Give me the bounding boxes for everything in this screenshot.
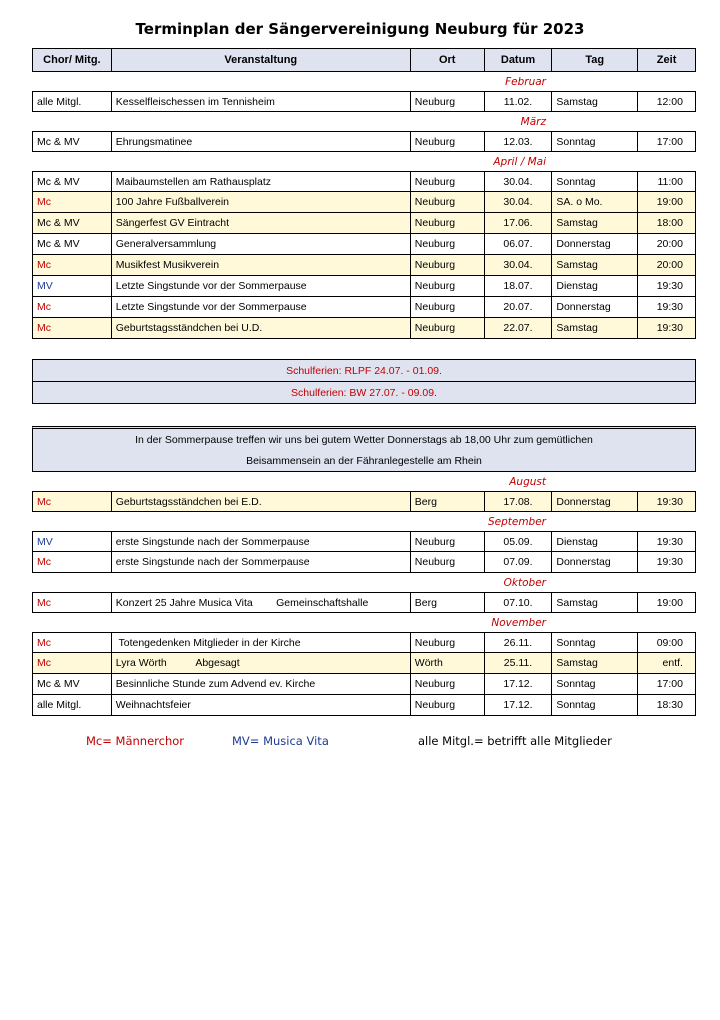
cell-tag: Sonntag — [551, 695, 637, 715]
cell-tag: Donnerstag — [551, 552, 637, 572]
cell-tag: Samstag — [551, 593, 637, 612]
cell-chor: Mc & MV — [37, 135, 80, 148]
cell-datum: 17.08. — [484, 492, 552, 511]
cell-veranstaltung: Ehrungsmatinee — [111, 132, 410, 151]
month-label: August — [509, 475, 546, 488]
cell-zeit: entf. — [637, 653, 695, 673]
cell-chor: Mc & MV — [37, 238, 80, 250]
cell-ort: Neuburg — [410, 234, 484, 254]
cell-veranstaltung: Letzte Singstunde vor der Sommerpause — [111, 297, 410, 317]
cell-datum: 20.07. — [484, 297, 552, 317]
table-row — [32, 213, 696, 234]
cell-datum: 26.11. — [484, 633, 552, 652]
cell-chor: Mc — [37, 196, 51, 208]
cell-tag: Samstag — [551, 318, 637, 338]
cell-datum: 17.06. — [484, 213, 552, 233]
cell-chor: Mc & MV — [37, 217, 80, 229]
cell-ort: Neuburg — [410, 674, 484, 694]
cell-veranstaltung: 100 Jahre Fußballverein — [111, 192, 410, 212]
cell-chor: Mc — [37, 596, 51, 609]
cell-veranstaltung: Lyra Wörth Abgesagt — [111, 653, 410, 673]
month-label: Oktober — [503, 576, 546, 589]
cell-veranstaltung: Weihnachtsfeier — [111, 695, 410, 715]
month-label: November — [491, 616, 546, 629]
cell-chor: MV — [37, 280, 53, 292]
table-header — [32, 48, 696, 72]
cell-chor: Mc — [37, 495, 51, 508]
page-title: Terminplan der Sängervereinigung Neuburg für 2023 — [135, 20, 585, 38]
cell-tag: Sonntag — [551, 132, 637, 151]
legend-mv: MV= Musica Vita — [232, 734, 329, 748]
group-aug — [32, 491, 696, 512]
cell-zeit: 19:30 — [637, 552, 695, 572]
cell-veranstaltung: Musikfest Musikverein — [111, 255, 410, 275]
cell-zeit: 19:00 — [637, 593, 695, 612]
cell-zeit: 12:00 — [637, 92, 695, 111]
month-label: Februar — [505, 75, 546, 88]
ferien-rlpf: Schulferien: RLPF 24.07. - 01.09. — [286, 364, 442, 377]
cell-ort: Neuburg — [410, 255, 484, 275]
cell-datum: 18.07. — [484, 276, 552, 296]
cell-chor: alle Mitgl. — [37, 699, 82, 711]
cell-ort: Neuburg — [410, 172, 484, 191]
cell-chor: Mc — [37, 259, 51, 271]
cell-zeit: 09:00 — [637, 633, 695, 652]
cell-ort: Neuburg — [410, 532, 484, 551]
cell-tag: Samstag — [551, 92, 637, 111]
cell-ort: Neuburg — [410, 213, 484, 233]
cell-veranstaltung: Generalversammlung — [111, 234, 410, 254]
cell-chor: Mc & MV — [37, 678, 80, 690]
cell-veranstaltung: Totengedenken Mitglieder in der Kirche — [111, 633, 410, 652]
cell-ort: Neuburg — [410, 297, 484, 317]
cell-ort: Neuburg — [410, 192, 484, 212]
month-label: September — [487, 515, 546, 528]
table-row — [32, 552, 696, 573]
sommerpause-box — [32, 426, 696, 472]
legend-alle: alle Mitgl.= betrifft alle Mitglieder — [418, 734, 612, 748]
cell-datum: 30.04. — [484, 255, 552, 275]
header-datum: Datum — [484, 49, 552, 71]
cell-ort: Berg — [410, 593, 484, 612]
cell-chor: Mc — [37, 657, 51, 669]
table-row — [32, 674, 696, 695]
cell-zeit: 19:00 — [637, 192, 695, 212]
table-row — [32, 491, 696, 512]
cell-zeit: 19:30 — [637, 318, 695, 338]
table-row — [32, 632, 696, 653]
cell-zeit: 19:30 — [637, 492, 695, 511]
sommerpause-line-2: Beisammensein an der Fähranlegestelle am Rhein — [246, 454, 482, 467]
month-label: April / Mai — [493, 155, 546, 168]
group-apr — [32, 171, 696, 339]
cell-chor: Mc — [37, 322, 51, 334]
cell-datum: 07.10. — [484, 593, 552, 612]
cell-zeit: 20:00 — [637, 234, 695, 254]
group-mar — [32, 131, 696, 152]
cell-chor: Mc — [37, 301, 51, 313]
cell-zeit: 18:00 — [637, 213, 695, 233]
cell-chor: alle Mitgl. — [37, 95, 82, 108]
cell-veranstaltung: Kesselfleischessen im Tennisheim — [111, 92, 410, 111]
cell-tag: Donnerstag — [551, 234, 637, 254]
cell-veranstaltung: erste Singstunde nach der Sommerpause — [111, 552, 410, 572]
cell-ort: Neuburg — [410, 92, 484, 111]
table-row — [32, 91, 696, 112]
cell-veranstaltung: erste Singstunde nach der Sommerpause — [111, 532, 410, 551]
cell-tag: Samstag — [551, 255, 637, 275]
cell-tag: Samstag — [551, 653, 637, 673]
cell-zeit: 19:30 — [637, 276, 695, 296]
cell-tag: Sonntag — [551, 633, 637, 652]
cell-chor: Mc & MV — [37, 175, 80, 188]
cell-zeit: 19:30 — [637, 532, 695, 551]
table-row — [32, 653, 696, 674]
cell-datum: 12.03. — [484, 132, 552, 151]
table-row — [32, 255, 696, 276]
ferien-bw: Schulferien: BW 27.07. - 09.09. — [33, 381, 695, 403]
cell-tag: Donnerstag — [551, 297, 637, 317]
group-nov — [32, 632, 696, 716]
group-feb — [32, 91, 696, 112]
cell-datum: 30.04. — [484, 172, 552, 191]
cell-veranstaltung: Maibaumstellen am Rathausplatz — [111, 172, 410, 191]
cell-veranstaltung: Letzte Singstunde vor der Sommerpause — [111, 276, 410, 296]
cell-datum: 30.04. — [484, 192, 552, 212]
cell-veranstaltung: Sängerfest GV Eintracht — [111, 213, 410, 233]
table-row — [32, 297, 696, 318]
cell-zeit: 17:00 — [637, 132, 695, 151]
cell-datum: 07.09. — [484, 552, 552, 572]
cell-datum: 11.02. — [484, 92, 552, 111]
ferien-box — [32, 359, 696, 404]
table-row — [32, 234, 696, 255]
cell-tag: Sonntag — [551, 674, 637, 694]
cell-tag: SA. o Mo. — [551, 192, 637, 212]
cell-chor: Mc — [37, 636, 51, 649]
cell-tag: Dienstag — [551, 532, 637, 551]
cell-ort: Neuburg — [410, 132, 484, 151]
cell-tag: Samstag — [551, 213, 637, 233]
cell-veranstaltung: Geburtstagsständchen bei U.D. — [111, 318, 410, 338]
header-chor: Chor/ Mitg. — [43, 54, 101, 66]
cell-ort: Neuburg — [410, 695, 484, 715]
cell-ort: Neuburg — [410, 633, 484, 652]
table-row — [32, 318, 696, 339]
cell-zeit: 17:00 — [637, 674, 695, 694]
cell-datum: 17.12. — [484, 695, 552, 715]
cell-datum: 22.07. — [484, 318, 552, 338]
table-row — [32, 592, 696, 613]
cell-zeit: 11:00 — [637, 172, 695, 191]
cell-ort: Neuburg — [410, 552, 484, 572]
table-row — [32, 131, 696, 152]
cell-ort: Berg — [410, 492, 484, 511]
group-sep — [32, 531, 696, 573]
table-row — [32, 192, 696, 213]
header-ort: Ort — [410, 49, 484, 71]
cell-tag: Dienstag — [551, 276, 637, 296]
sommerpause-line-1: In der Sommerpause treffen wir uns bei gutem Wetter Donnerstags ab 18,00 Uhr zum gemütlichen — [135, 433, 593, 446]
cell-veranstaltung: Besinnliche Stunde zum Advend ev. Kirche — [111, 674, 410, 694]
cell-datum: 06.07. — [484, 234, 552, 254]
cell-tag: Sonntag — [551, 172, 637, 191]
cell-datum: 25.11. — [484, 653, 552, 673]
cell-zeit: 18:30 — [637, 695, 695, 715]
cell-datum: 17.12. — [484, 674, 552, 694]
header-zeit: Zeit — [637, 49, 695, 71]
header-tag: Tag — [551, 49, 637, 71]
group-okt — [32, 592, 696, 613]
cell-veranstaltung: Geburtstagsständchen bei E.D. — [111, 492, 410, 511]
month-label: März — [520, 115, 546, 128]
cell-datum: 05.09. — [484, 532, 552, 551]
legend — [0, 734, 720, 752]
table-row — [32, 171, 696, 192]
table-row — [32, 276, 696, 297]
cell-zeit: 19:30 — [637, 297, 695, 317]
cell-chor: MV — [37, 535, 53, 548]
schedule-table — [32, 48, 696, 716]
cell-ort: Wörth — [410, 653, 484, 673]
cell-veranstaltung: Konzert 25 Jahre Musica Vita Gemeinschaftshalle — [111, 593, 410, 612]
legend-mc: Mc= Männerchor — [86, 734, 185, 748]
cell-tag: Donnerstag — [551, 492, 637, 511]
header-veranstaltung: Veranstaltung — [111, 49, 410, 71]
table-row — [32, 695, 696, 716]
cell-zeit: 20:00 — [637, 255, 695, 275]
cell-ort: Neuburg — [410, 318, 484, 338]
table-row — [32, 531, 696, 552]
cell-chor: Mc — [37, 556, 51, 568]
cell-ort: Neuburg — [410, 276, 484, 296]
